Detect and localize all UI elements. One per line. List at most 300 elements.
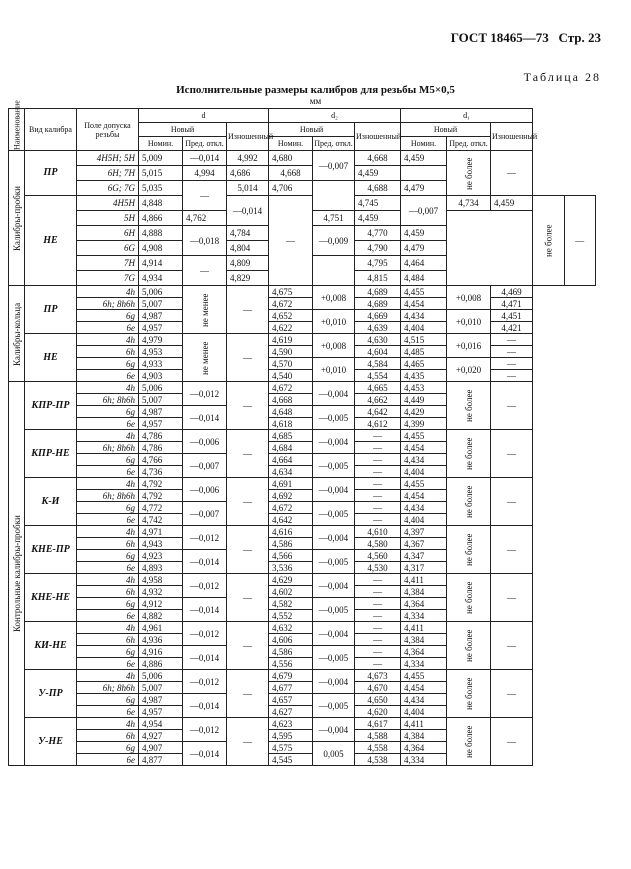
dash: — [227,478,269,526]
d2-deviation: —0,005 [313,550,355,574]
ne-menee-label: не менее [183,286,227,334]
d2-nominal: 4,685 [269,430,313,442]
d1-nominal: 4,455 [401,286,447,298]
d2-nominal: 4,586 [269,538,313,550]
table-row [9,622,596,634]
d2-worn: — [355,466,401,478]
d1-nominal: 4,364 [401,646,447,658]
d1-nominal: 4,454 [401,298,447,310]
d2-worn: 4,580 [355,538,401,550]
d2-nominal: 4,634 [269,466,313,478]
tolerance-field: 6g [77,358,139,370]
d1-nominal: 4,411 [401,718,447,730]
header-nom-d: Номин. [139,137,183,151]
header-d: d [139,109,269,123]
dash: — [491,718,533,766]
d2-nominal: 4,691 [269,478,313,490]
d2-nominal: 4,677 [269,682,313,694]
d2-worn: 4,662 [355,394,401,406]
d2-worn: 4,554 [355,370,401,382]
ne-bolee-label: не более [447,151,491,196]
d-nominal: 4,893 [139,562,183,574]
header-new-d: Новый [139,123,227,137]
d-worn: 5,014 [227,181,269,196]
d2-worn: 4,610 [355,526,401,538]
d-nominal: 4,792 [139,478,183,490]
d2-worn: 4,620 [355,706,401,718]
dash: — [227,286,269,334]
caliber-kind: К-И [25,478,77,526]
d1-deviation: +0,010 [447,310,491,334]
tolerance-field: 6e [77,418,139,430]
d2-nominal: 4,590 [269,346,313,358]
table-row [9,526,596,538]
d2-nominal: 4,680 [269,151,313,166]
header-nom-d1: Номин. [401,137,447,151]
d1-nominal: 4,485 [401,346,447,358]
d-nominal: 4,958 [139,574,183,586]
d2-nominal: 4,657 [269,694,313,706]
d2-deviation: —0,009 [313,226,355,256]
tolerance-field: 6e [77,610,139,622]
d2-worn: — [355,430,401,442]
d1-nominal: 4,464 [401,256,447,271]
d-deviation: —0,014 [183,406,227,430]
d-nominal: 4,957 [139,418,183,430]
d2-worn: — [355,598,401,610]
tolerance-field: 6e [77,466,139,478]
d2-worn: 4,612 [355,418,401,430]
caliber-kind: ПР [25,151,77,196]
d-nominal: 4,792 [139,490,183,502]
d2-deviation: —0,005 [313,406,355,430]
dash: — [227,382,269,430]
d-nominal: 4,772 [139,502,183,514]
d2-worn: 4,530 [355,562,401,574]
group-label: Контрольные калибры-пробки [9,382,25,766]
d2-nominal: 4,672 [269,298,313,310]
d-nominal: 5,006 [139,670,183,682]
table-row [9,286,596,298]
d2-worn: — [355,622,401,634]
d2-worn: — [355,454,401,466]
d2-deviation: —0,004 [313,718,355,742]
d2-nominal: 4,566 [269,550,313,562]
d1-nominal: 4,434 [401,310,447,322]
table-unit: мм [309,96,322,106]
d1-nominal: 4,404 [401,466,447,478]
d2-worn: 4,770 [355,226,401,241]
d-deviation: —0,014 [183,742,227,766]
d-deviation: —0,007 [183,502,227,526]
ne-bolee-label: не более [447,526,491,574]
d1-nominal: 4,454 [401,682,447,694]
d2-deviation: +0,008 [313,334,355,358]
caliber-kind: КНЕ-НЕ [25,574,77,622]
tolerance-field: 4h [77,478,139,490]
d2-worn: 4,584 [355,358,401,370]
d1-nominal: 4,454 [401,442,447,454]
d1-worn: 4,469 [491,286,533,298]
d2-nominal: 4,804 [227,241,269,256]
tolerance-field: 7G [77,271,139,286]
d-nominal: 4,786 [139,430,183,442]
table-row [9,370,596,382]
d2-deviation: —0,005 [313,646,355,670]
d2-worn: 4,588 [355,730,401,742]
d-nominal: 4,786 [139,442,183,454]
tolerance-field: 4h [77,286,139,298]
tolerance-field: 4h [77,430,139,442]
caliber-kind: НЕ [25,196,77,286]
dash: — [491,478,533,526]
d2-nominal: 4,686 [227,166,269,181]
tolerance-field: 6G [77,241,139,256]
d-nominal: 4,936 [139,634,183,646]
d2-worn: 4,665 [355,382,401,394]
dash: — [491,430,533,478]
ne-bolee-label: не более [447,622,491,670]
d2-nominal: 4,829 [227,271,269,286]
d-nominal: 5,007 [139,298,183,310]
table-row [9,382,596,394]
d1-nominal: 4,411 [401,574,447,586]
d-nominal: 5,015 [139,166,183,181]
d2-worn: — [355,586,401,598]
d-nominal: 4,987 [139,310,183,322]
tolerance-field: 6e [77,514,139,526]
d2-worn: — [355,502,401,514]
d-nominal: 5,007 [139,394,183,406]
tolerance-field: 5H [77,211,139,226]
d-nominal: 4,987 [139,694,183,706]
d-nominal: 4,766 [139,454,183,466]
table-row [9,670,596,682]
dash: — [491,622,533,670]
d1-nominal: 4,459 [401,226,447,241]
caliber-kind: КНЕ-ПР [25,526,77,574]
d1-nominal: 4,429 [401,406,447,418]
d2-nominal: 4,809 [227,256,269,271]
ne-bolee-label: не более [447,718,491,766]
group-label: Калибры-пробки [9,151,25,286]
tolerance-field: 6e [77,370,139,382]
d2-worn: 4,689 [355,286,401,298]
d-nominal: 4,957 [139,322,183,334]
d1-worn: 4,471 [491,298,533,310]
d2-worn: 4,734 [447,196,491,211]
d1-nominal: 4,367 [401,538,447,550]
tolerance-field: 6h; 8h6h [77,394,139,406]
d2-nominal: 4,552 [269,610,313,622]
tolerance-field: 6h [77,634,139,646]
d-nominal: 4,903 [139,370,183,382]
dash: — [227,574,269,622]
d2-nominal: 4,648 [269,406,313,418]
dash: — [269,196,313,286]
d-deviation: —0,014 [183,151,227,166]
d2-nominal: 4,675 [269,286,313,298]
d2-worn: 4,673 [355,670,401,682]
d2-nominal: 4,652 [269,310,313,322]
d-nominal: 4,979 [139,334,183,346]
d2-nominal: 4,575 [269,742,313,754]
tolerance-field: 6g [77,646,139,658]
d2-deviation: —0,004 [313,670,355,694]
tolerance-field: 6h; 8h6h [77,298,139,310]
d-nominal: 4,907 [139,742,183,754]
tolerance-field: 6g [77,454,139,466]
d2-deviation: —0,004 [313,430,355,454]
d2-worn: 4,689 [355,298,401,310]
dash: — [491,574,533,622]
d2-nominal: 4,672 [269,382,313,394]
d2-worn: — [355,490,401,502]
tolerance-field: 6h [77,538,139,550]
d1-nominal: 4,454 [401,490,447,502]
ne-bolee-label: не более [447,430,491,478]
d-nominal: 4,886 [139,658,183,670]
table-row [9,358,596,370]
d2-nominal: 4,642 [269,514,313,526]
d-deviation: —0,006 [183,430,227,454]
table-row [9,346,596,358]
d1-nominal: 4,459 [491,196,533,211]
tolerance-field: 6e [77,658,139,670]
d-nominal: 5,006 [139,382,183,394]
d-deviation: — [183,256,227,286]
d-nominal: 5,006 [139,286,183,298]
tolerance-field: 6g [77,502,139,514]
d1-worn: — [491,334,533,346]
tolerance-field: 6h [77,586,139,598]
header-pred-d2: Пред. откл. [313,137,355,151]
d-nominal: 4,877 [139,754,183,766]
ne-bolee-label: не более [447,574,491,622]
d2-worn: — [355,574,401,586]
d2-nominal: 4,540 [269,370,313,382]
d-deviation: —0,014 [183,550,227,574]
d2-deviation: —0,007 [313,151,355,181]
d1-nominal: 4,404 [401,514,447,526]
tolerance-field: 6h; 8h6h [77,490,139,502]
d2-nominal: 4,784 [227,226,269,241]
d2-nominal: 4,618 [269,418,313,430]
d2-nominal: 4,556 [269,658,313,670]
d-deviation: —0,014 [227,196,269,226]
header-new-d2: Новый [269,123,355,137]
dash: — [227,718,269,766]
table-row [9,151,596,166]
header-new-d1: Новый [401,123,491,137]
d2-deviation: —0,007 [401,196,447,226]
tolerance-field: 6h; 8h6h [77,682,139,694]
tolerance-field: 6g [77,406,139,418]
dash: — [564,196,596,286]
dash: — [491,526,533,574]
d2-nominal: 4,632 [269,622,313,634]
d-deviation: —0,012 [183,526,227,550]
tolerance-field: 4h [77,382,139,394]
d2-deviation [313,181,355,211]
d-nominal: 5,035 [139,181,183,196]
d-nominal: 4,934 [139,271,183,286]
d1-nominal: 4,465 [401,358,447,370]
d2-worn: 4,560 [355,550,401,562]
d2-deviation: —0,004 [313,478,355,502]
d2-nominal: 4,706 [269,181,313,196]
d2-worn: 4,650 [355,694,401,706]
header-nom-d2: Номин. [269,137,313,151]
d2-worn: — [355,478,401,490]
d1-nominal: 4,334 [401,610,447,622]
d-nominal: 4,848 [139,196,183,211]
d2-worn: 4,630 [355,334,401,346]
tolerance-field: 4h [77,574,139,586]
d2-nominal: 4,664 [269,454,313,466]
d2-nominal: 4,668 [269,394,313,406]
d1-worn: — [491,346,533,358]
header-pred-d: Пред. откл. [183,137,227,151]
d1-nominal: 4,434 [401,502,447,514]
d2-nominal: 3,536 [269,562,313,574]
d2-worn: 4,670 [355,682,401,694]
table-row [9,478,596,490]
table-row [9,310,596,322]
d-nominal: 4,943 [139,538,183,550]
d1-deviation: +0,020 [447,358,491,382]
d2-deviation: —0,005 [313,598,355,622]
d2-nominal: 4,672 [269,502,313,514]
d1-nominal: 4,455 [401,478,447,490]
d-deviation: —0,014 [183,646,227,670]
d2-nominal: 4,684 [269,442,313,454]
table-row [9,718,596,730]
d2-worn: — [355,442,401,454]
d2-worn: 4,538 [355,754,401,766]
d-nominal: 4,888 [139,226,183,241]
d1-nominal: 4,404 [401,322,447,334]
d1-nominal: 4,455 [401,670,447,682]
d2-worn: — [355,658,401,670]
tolerance-field: 6H; 7H [77,166,139,181]
caliber-kind: КПР-ПР [25,382,77,430]
d-nominal: 4,908 [139,241,183,256]
d-deviation: — [183,181,227,211]
d2-nominal: 4,623 [269,718,313,730]
page-header [451,30,601,46]
tolerance-field: 6g [77,310,139,322]
d2-worn: — [355,634,401,646]
d1-worn: — [491,358,533,370]
tolerance-field: 6g [77,598,139,610]
d-deviation: —0,012 [183,718,227,742]
table-row [9,334,596,346]
d-nominal: 4,736 [139,466,183,478]
d1-nominal: 4,334 [401,754,447,766]
d1-worn: 4,421 [491,322,533,334]
d1-nominal: 4,384 [401,586,447,598]
ne-menee-label: не менее [183,334,227,382]
table-title: Исполнительные размеры калибров для резьбы M5×0,5 [176,84,455,96]
caliber-kind: НЕ [25,334,77,382]
table-row [9,322,596,334]
d2-nominal: 4,622 [269,322,313,334]
tolerance-field: 6e [77,706,139,718]
d2-deviation: +0,008 [313,286,355,310]
tolerance-field: 6h [77,346,139,358]
d1-nominal: 4,435 [401,370,447,382]
d1-deviation: +0,016 [447,334,491,358]
dash: — [491,382,533,430]
d1-nominal: 4,334 [401,658,447,670]
tolerance-field: 7H [77,256,139,271]
dash: — [227,430,269,478]
header-d1: d₁ [401,109,533,123]
d1-nominal: 4,364 [401,598,447,610]
d2-nominal: 4,602 [269,586,313,598]
d1-nominal: 4,459 [355,211,401,226]
tolerance-field: 6g [77,694,139,706]
table-number: Таблица 28 [523,70,601,84]
dash: — [227,670,269,718]
d1-nominal: 4,434 [401,454,447,466]
d-nominal: 4,987 [139,406,183,418]
d1-nominal: 4,397 [401,526,447,538]
table-row [9,196,596,211]
tolerance-field: 6e [77,322,139,334]
header-izn-d2: Изношенный [355,123,401,151]
d1-nominal: 4,411 [401,622,447,634]
d-nominal: 4,954 [139,718,183,730]
d1-nominal: 4,455 [401,430,447,442]
page-number: Стр. 23 [558,30,601,45]
ne-bolee-label: не более [533,196,564,286]
d-deviation: —0,014 [183,694,227,718]
tolerance-field: 4h [77,670,139,682]
d1-worn: — [491,370,533,382]
d-deviation: —0,014 [183,598,227,622]
d1-deviation: +0,008 [447,286,491,310]
d1-nominal: 4,459 [401,151,447,166]
d2-nominal: 4,606 [269,634,313,646]
d2-worn: — [355,610,401,622]
d-nominal: 4,882 [139,610,183,622]
d1-nominal: 4,459 [355,166,401,181]
d1-nominal: 4,404 [401,706,447,718]
d2-worn: 4,815 [355,271,401,286]
d2-deviation: —0,004 [313,382,355,406]
d-nominal: 4,912 [139,598,183,610]
d-worn: 4,992 [227,151,269,166]
header-d2: d₂ [269,109,401,123]
header-pole: Поле допуска резьбы [77,109,139,151]
caliber-kind: ПР [25,286,77,334]
d2-nominal: 4,586 [269,646,313,658]
tolerance-field: 6H [77,226,139,241]
d-nominal: 4,923 [139,550,183,562]
d2-worn: 4,639 [355,322,401,334]
header-naim: Наименование [9,109,25,151]
d2-worn: 4,668 [269,166,313,181]
d2-deviation: —0,005 [313,454,355,478]
d-nominal: 4,953 [139,346,183,358]
d-nominal: 4,971 [139,526,183,538]
d2-nominal: 4,745 [355,196,401,211]
table-row [9,574,596,586]
d1-nominal: 4,484 [401,271,447,286]
d2-nominal: 4,570 [269,358,313,370]
